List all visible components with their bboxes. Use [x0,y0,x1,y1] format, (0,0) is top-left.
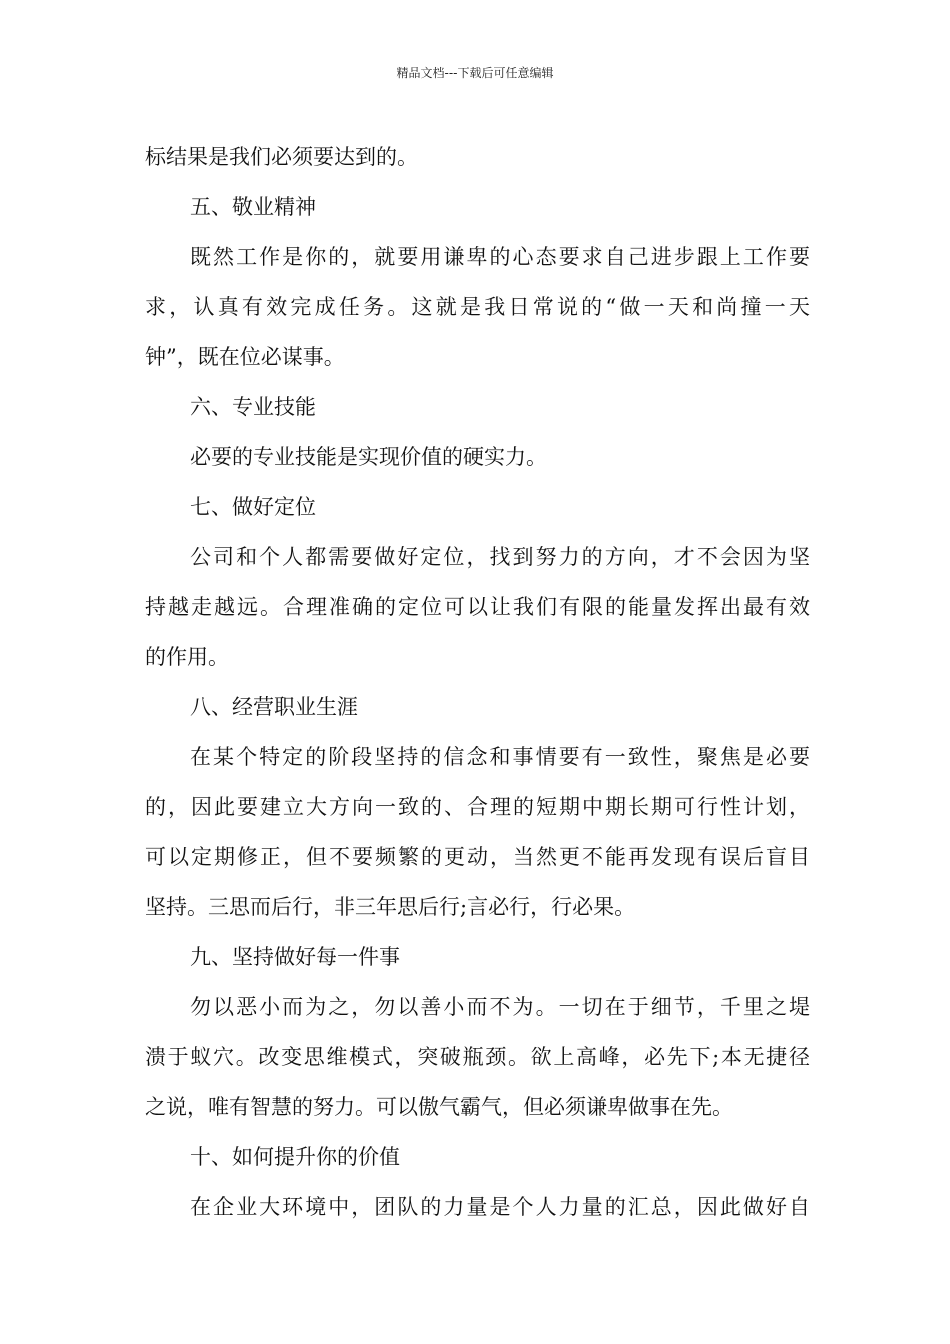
paragraph-line: 标结果是我们必须要达到的。 [145,145,418,169]
section-heading-line: 七、做好定位 [190,495,316,519]
section-heading-line: 六、专业技能 [190,395,316,419]
paragraph-line: 持越走越远。合理准确的定位可以让我们有限的能量发挥出最有效 [145,595,810,619]
section-heading-line: 八、经营职业生涯 [190,695,358,719]
paragraph-line: 既然工作是你的，就要用谦卑的心态要求自己进步跟上工作要 [190,245,810,269]
paragraph-line: 求，认真有效完成任务。这就是我日常说的“做一天和尚撞一天 [145,295,810,319]
section-heading-line: 九、坚持做好每一件事 [190,945,400,969]
paragraph-line: 的，因此要建立大方向一致的、合理的短期中期长期可行性计划， [145,795,810,819]
paragraph-line: 坚持。三思而后行，非三年思后行;言必行，行必果。 [145,895,636,919]
section-heading-line: 必要的专业技能是实现价值的硬实力。 [190,445,547,469]
paragraph-line: 可以定期修正，但不要频繁的更动，当然更不能再发现有误后盲目 [145,845,810,869]
paragraph-line: 在企业大环境中，团队的力量是个人力量的汇总，因此做好自 [190,1195,810,1219]
section-heading-line: 十、如何提升你的价值 [190,1145,400,1169]
section-heading-line: 五、敬业精神 [190,195,316,219]
paragraph-line: 溃于蚁穴。改变思维模式，突破瓶颈。欲上高峰，必先下;本无捷径 [145,1045,810,1069]
paragraph-line: 勿以恶小而为之，勿以善小而不为。一切在于细节，千里之堤 [190,995,810,1019]
body-text [145,132,810,1232]
paragraph-line: 在某个特定的阶段坚持的信念和事情要有一致性，聚焦是必要 [190,745,810,769]
page-header: 精品文档---下载后可任意编辑 [396,66,554,80]
paragraph-line: 之说，唯有智慧的努力。可以傲气霸气，但必须谦卑做事在先。 [145,1095,733,1119]
paragraph-line: 钟”，既在位必谋事。 [145,345,345,369]
paragraph-line: 公司和个人都需要做好定位，找到努力的方向，才不会因为坚 [190,545,810,569]
paragraph-line: 的作用。 [145,645,229,669]
